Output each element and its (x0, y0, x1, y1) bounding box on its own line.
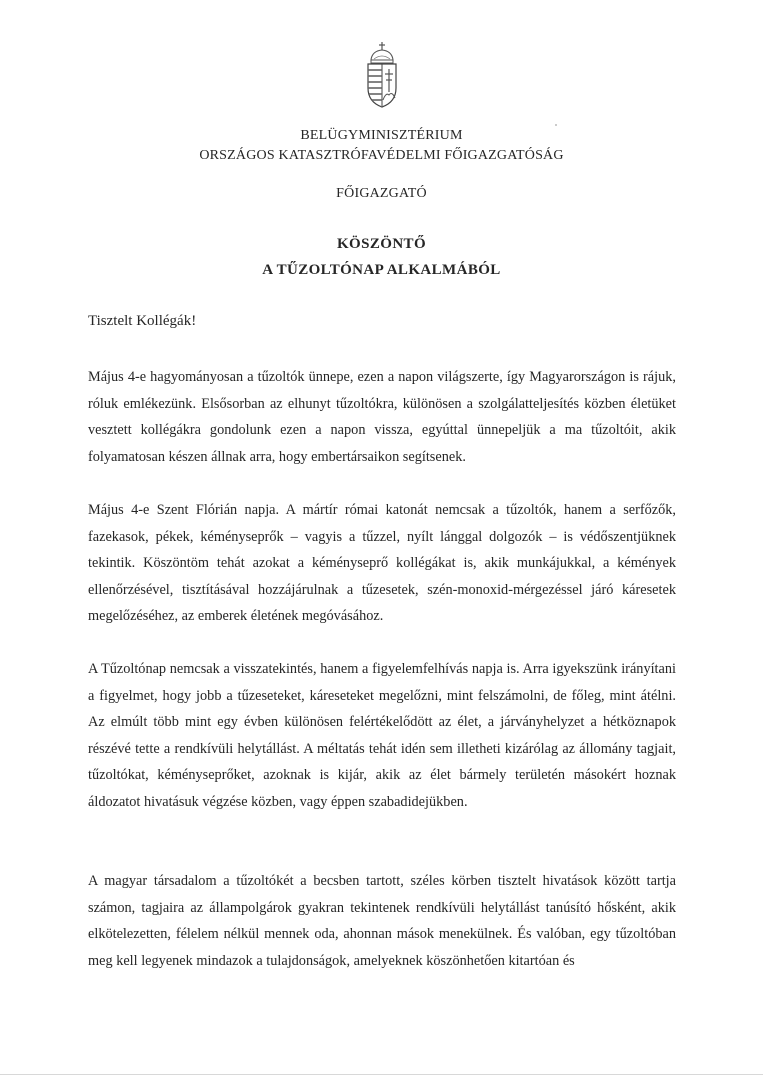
ministry-name: BELÜGYMINISZTÉRIUM (300, 128, 463, 143)
document-subtitle: A TŰZOLTÓNAP ALKALMÁBÓL (262, 262, 501, 278)
document-title: KÖSZÖNTŐ (336, 236, 427, 252)
office-name: FŐIGAZGATÓ (336, 186, 427, 201)
paragraph-2: Május 4-e Szent Flórián napja. A mártír római katonát nemcsak a tűzoltók, hanem a serfőzők, fazekasok, pékek, kéményseprők – vagyis a tűzzel, nyílt lánggal dolgozók – is védőszentjüknek tekintik. Köszöntöm tehát azokat a kéményseprő kollégákat is, akik munkájukkal, a kémények ellenőrzésével, tisztításával hozzájárulnak a tűzesetek, szén-monoxid-mérgezéssel járó káresetek megelőzéséhez, az emberek életének megóvásához. (88, 502, 676, 625)
directorate-name: ORSZÁGOS KATASZTRÓFAVÉDELMI FŐIGAZGATÓSÁG (199, 148, 564, 163)
paragraph-3: A Tűzoltónap nemcsak a visszatekintés, hanem a figyelemfelhívás napja is. Arra igyekszünk irányítani a figyelmet, hogy jobb a tűzeseteket, káreseteket megelőzni, mint felszámolni, de főleg, mint átélni. Az elmúlt több mint egy évben különösen felértékelődött az élet, a járványhelyzet a hétköznapok részévé tette a rendkívüli helytállást. A méltatás tehát idén sem illetheti kizárólag az állomány tagjait, tűzoltókat, kéményseprőket, azoknak is kijár, akik az élet bármely területén másokért hoznak áldozatot hivatásuk végzése közben, vagy éppen szabadidejükben. (88, 661, 676, 810)
paragraph-1: Május 4-e hagyományosan a tűzoltók ünnepe, ezen a napon világszerte, így Magyarországon is rájuk, róluk emlékezünk. Elsősorban az elhunyt tűzoltókra, különösen a szolgálatteljesítés közben életüket vesztett kollégákra gondolunk ezen a napon vissza, egyúttal ünnepeljük a ma tűzoltóit, akik folyamatosan készen állnak arra, hogy embertársaikon segítsenek. (88, 369, 676, 465)
paragraph-4: A magyar társadalom a tűzoltókét a becsben tartott, széles körben tisztelt hivatások között tartja számon, tagjaira az állampolgárok gyakran tekintenek rendkívüli helytállást tanúsító hősként, akik elkötelezetten, félelem nélkül mennek oda, ahonnan mások menekülnek. És valóban, egy tűzoltóban meg kell legyenek mindazok a tulajdonságok, amelyeknek köszönhetően kitartóan és (88, 873, 676, 969)
hungarian-coat-of-arms-icon (362, 40, 402, 110)
scan-speck (555, 124, 557, 126)
salutation: Tisztelt Kollégák! (88, 313, 197, 329)
page-bottom-edge (0, 1074, 763, 1075)
